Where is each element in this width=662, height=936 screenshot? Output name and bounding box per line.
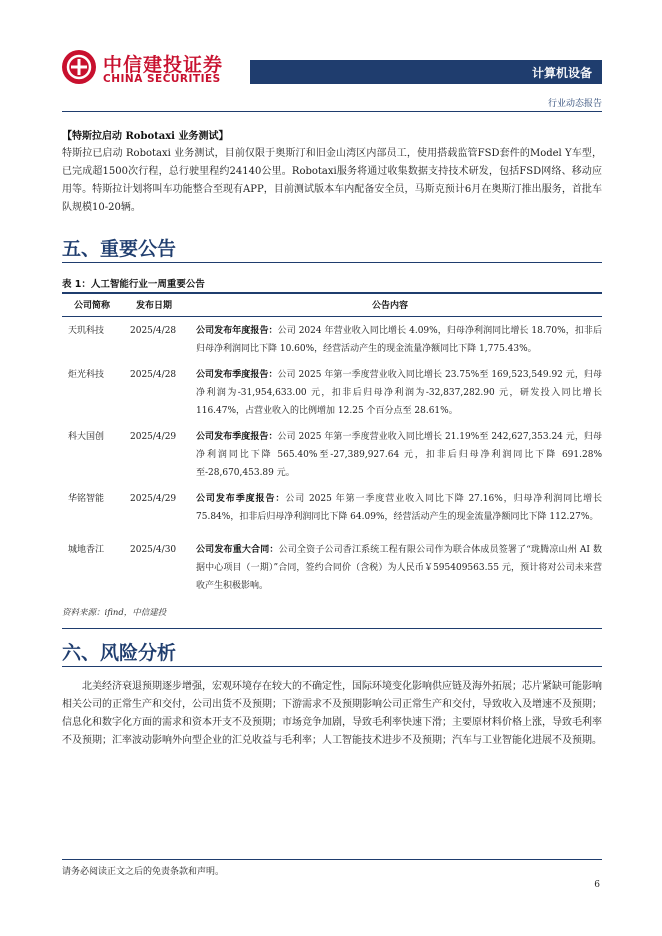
logo-chinese-name: 中信建投证券 — [103, 54, 224, 76]
section6-title: 六、风险分析 — [62, 642, 177, 664]
table-bottom-rule — [62, 628, 602, 629]
table-row-content — [196, 322, 602, 358]
table-row-content — [196, 366, 602, 420]
announcement-text: 公司 2025 年第一季度营业收入同比增长 23.75%至 169,523,549.92 元，归母净利润为-31,954,633.00 元，扣非后归母净利润为-32,837,282.90 元，研发投入同比增长 116.47%，占营业收入的比例增加 12.25 个百分点至 28.61%。 — [196, 370, 602, 416]
risk-analysis-body: 北美经济衰退预期逐步增强，宏观环境存在较大的不确定性，国际环境变化影响供应链及海外拓展；芯片紧缺可能影响相关公司的正常生产和交付，公司出货不及预期；下游需求不及预期影响公司正常生产和交付，导致收入及增速不及预期；信息化和数字化方面的需求和资本开支不及预期；市场竞争加剧，导致毛利率快速下滑；主要原材料价格上涨，导致毛利率不及预期；汇率波动影响外向型企业的汇兑收益与毛利率；人工智能技术进步不及预期；汽车与工业智能化进展不及预期。 — [62, 681, 602, 746]
table-top-rule — [62, 292, 602, 294]
industry-label: 计算机设备 — [531, 66, 592, 80]
announcement-label: 公司发布重大合同： — [196, 545, 279, 555]
table-row-company: 天玑科技 — [68, 326, 105, 336]
table-row-date: 2025/4/28 — [130, 326, 177, 336]
announcement-label: 公司发布季度报告： — [196, 370, 278, 380]
table-row-date: 2025/4/28 — [130, 370, 177, 380]
announcement-text: 公司 2024 年营业收入同比增长 4.09%，归母净利润同比增长 18.70%，扣非后归母净利润同比下降 10.60%，经营活动产生的现金流量净额同比下降 1,775.43%。 — [196, 326, 602, 354]
table-row-company: 炬光科技 — [68, 370, 105, 380]
table-header-rule — [62, 316, 602, 317]
col-header-company: 公司简称 — [74, 301, 111, 311]
announcement-label: 公司发布季度报告： — [196, 432, 278, 442]
table-row-company: 科大国创 — [68, 432, 105, 442]
table-row-date: 2025/4/29 — [130, 494, 177, 504]
announcement-text: 公司全资子公司香江系统工程有限公司作为联合体成员签署了“珑腾凉山州 AI 数据中心项目（一期）”合同，签约合同价（含税）为人民币￥595409563.55 元，预计将对公司未来营收产生积极影响。 — [196, 545, 602, 591]
news-body: 特斯拉已启动 Robotaxi 业务测试，目前仅限于奥斯汀和旧金山湾区内部员工，使用搭载监管FSD套件的Model Y车型，已完成超1500次行程，总行驶里程约24140公里。Robotaxi服务将通过收集数据支持技术研发，包括FSD网络、移动应用等。特斯拉计划将叫车功能整合至现有APP，目前测试版本车内配备安全员，马斯克预计6月在奥斯汀推出服务，首批车队规模10-20辆。 — [62, 148, 602, 213]
table-row-date: 2025/4/29 — [130, 432, 177, 442]
header-divider — [62, 111, 602, 112]
table-title: 表 1：人工智能行业一周重要公告 — [62, 279, 205, 290]
table-row-content — [196, 428, 602, 482]
section6-divider — [62, 666, 602, 667]
report-type: 行业动态报告 — [547, 99, 602, 109]
page-number: 6 — [594, 880, 600, 890]
announcement-label: 公司发布年度报告： — [196, 326, 278, 336]
section5-title: 五、重要公告 — [62, 238, 177, 260]
news-title: 【特斯拉启动 Robotaxi 业务测试】 — [62, 131, 229, 142]
announcement-text: 公司 2025 年第一季度营业收入同比下降 27.16%，归母净利润同比增长 75.84%，扣非后归母净利润同比下降 64.09%，经营活动产生的现金流量净额同比下降 112.27%。 — [196, 494, 602, 522]
col-header-content: 公告内容 — [372, 301, 409, 311]
disclaimer-note: 请务必阅读正文之后的免责条款和声明。 — [62, 867, 225, 877]
table-source: 资料来源：ifind，中信建投 — [62, 608, 167, 618]
announcement-text: 公司 2025 年第一季度营业收入同比增长 21.19%至 242,627,353.24 元，归母净利润同比下降 565.40%至-27,389,927.64 元，扣非后归母净利润同比下降 691.28%至-28,670,453.89 元。 — [196, 432, 602, 478]
table-row-date: 2025/4/30 — [130, 545, 177, 555]
table-row-company: 华铭智能 — [68, 494, 105, 504]
col-header-date: 发布日期 — [136, 301, 173, 311]
table-row-content — [196, 490, 602, 526]
section5-divider — [62, 262, 602, 263]
company-logo-icon — [62, 50, 96, 84]
footer-divider — [62, 859, 602, 860]
table-row-content — [196, 541, 602, 595]
logo-english-name: CHINA SECURITIES — [103, 73, 221, 85]
table-row-company: 城地香江 — [68, 545, 105, 555]
announcement-label: 公司发布季度报告： — [196, 494, 286, 504]
industry-banner — [250, 60, 602, 84]
